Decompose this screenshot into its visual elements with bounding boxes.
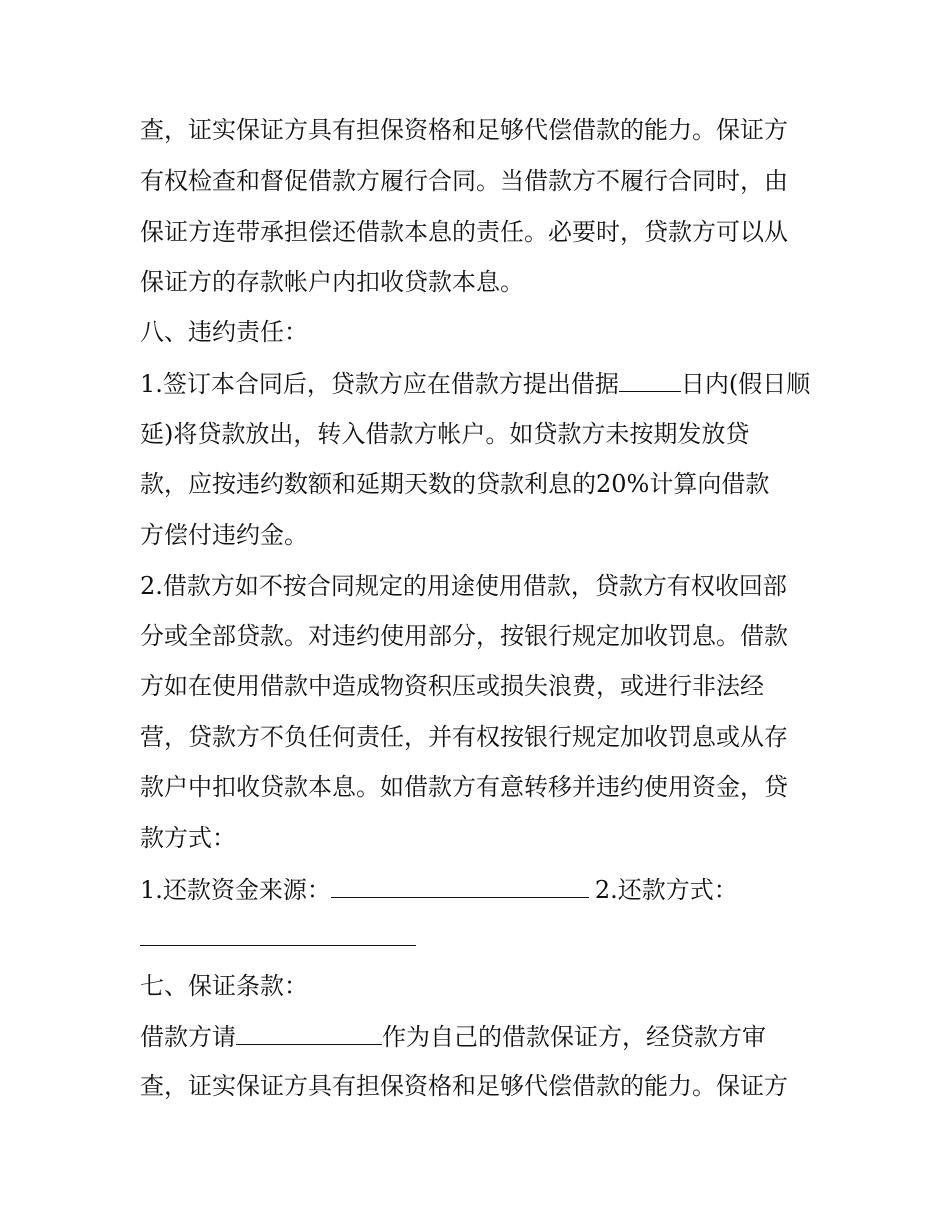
repay-method-blank-line [140, 917, 820, 957]
paragraph-line: 有权检查和督促借款方履行合同。当借款方不履行合同时，由 [140, 167, 788, 195]
paragraph-line: 营，贷款方不负任何责任，并有权按银行规定加收罚息或从存 [140, 723, 788, 751]
repay-method-label: 2.还款方式： [594, 876, 738, 904]
repay-source-blank-field[interactable] [331, 869, 589, 898]
paragraph-line: 延)将贷款放出，转入借款方帐户。如贷款方未按期发放贷 [140, 420, 750, 448]
days-blank-field[interactable] [619, 363, 681, 392]
clause-1-text: 1.签订本合同后，贷款方应在借款方提出借据 [140, 370, 619, 398]
guarantor-text-end: 作为自己的借款保证方，经贷款方审 [382, 1023, 766, 1051]
clause-1-line [140, 363, 820, 403]
paragraph-line: 查，证实保证方具有担保资格和足够代偿借款的能力。保证方 [140, 116, 788, 144]
guarantor-blank-field[interactable] [236, 1016, 382, 1045]
paragraph-line: 款，应按违约数额和延期天数的贷款利息的20%计算向借款 [140, 470, 770, 498]
section-heading-guarantee: 七、保证条款： [140, 972, 308, 1000]
clause-1-text-end: 日内(假日顺 [680, 370, 811, 398]
guarantor-text: 借款方请 [140, 1023, 236, 1051]
paragraph-line: 分或全部贷款。对违约使用部分，按银行规定加收罚息。借款 [140, 622, 788, 650]
paragraph-line: 2.借款方如不按合同规定的用途使用借款，贷款方有权收回部 [140, 572, 787, 600]
paragraph-line: 查，证实保证方具有担保资格和足够代偿借款的能力。保证方 [140, 1072, 788, 1100]
repay-source-label: 1.还款资金来源： [140, 876, 331, 904]
repayment-line [140, 869, 820, 909]
paragraph-line: 款方式： [140, 824, 236, 852]
paragraph-line: 保证方连带承担偿还借款本息的责任。必要时，贷款方可以从 [140, 218, 788, 246]
paragraph-line: 方如在使用借款中造成物资积压或损失浪费，或进行非法经 [140, 672, 764, 700]
paragraph-line: 方偿付违约金。 [140, 521, 308, 549]
paragraph-line: 款户中扣收贷款本息。如借款方有意转移并违约使用资金，贷 [140, 773, 788, 801]
section-heading-breach-liability: 八、违约责任： [140, 318, 308, 346]
guarantor-line [140, 1016, 820, 1056]
repay-method-blank-field[interactable] [140, 917, 416, 946]
paragraph-line: 保证方的存款帐户内扣收贷款本息。 [140, 268, 524, 296]
